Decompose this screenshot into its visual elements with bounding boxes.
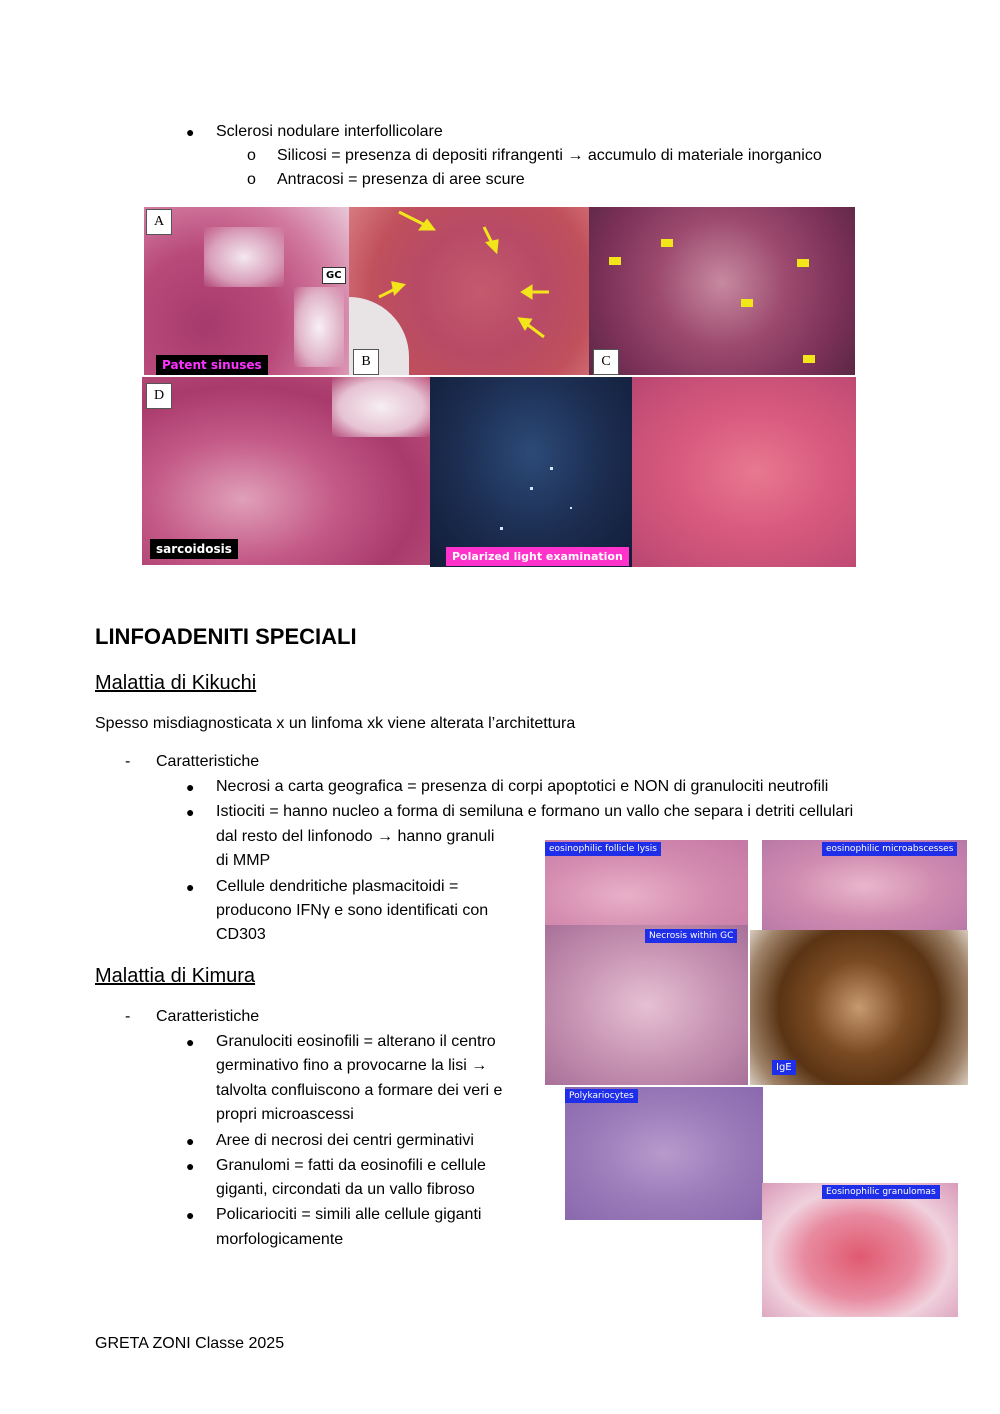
histology-panel-necrosis-gc xyxy=(545,925,748,1085)
kikuchi-intro: Spesso misdiagnosticata x un linfoma xk viene alterata l’architettura xyxy=(95,715,576,732)
kimura-aree-necrosi: Aree di necrosi dei centri germinativi xyxy=(216,1132,474,1149)
kimura-granulomi-1: Granulomi = fatti da eosinofili e cellule xyxy=(216,1157,486,1174)
panel-label-c: C xyxy=(593,349,619,375)
kikuchi-characteristics: Caratteristiche xyxy=(156,753,260,770)
gc-label: GC xyxy=(322,267,346,284)
circle-bullet: o xyxy=(247,171,256,188)
kikuchi-istiociti-1: Istiociti = hanno nucleo a forma di semiluna e formano un vallo che separa i detriti cellulari xyxy=(216,803,854,820)
histology-panel-d xyxy=(142,377,430,565)
sarcoidosis-label: sarcoidosis xyxy=(150,539,238,559)
microabscesses-label: eosinophilic microabscesses xyxy=(822,842,957,856)
follicle-lysis-label: eosinophilic follicle lysis xyxy=(545,842,661,856)
panel-label-d: D xyxy=(146,383,172,409)
section-title: LINFOADENITI SPECIALI xyxy=(95,624,357,649)
dash-bullet: - xyxy=(125,753,131,770)
page-footer: GRETA ZONI Classe 2025 xyxy=(95,1335,285,1352)
necrosis-gc-label: Necrosis within GC xyxy=(645,929,737,943)
bullet-dot: ● xyxy=(186,1034,195,1050)
histology-panel-c xyxy=(589,207,855,375)
panel-label-a: A xyxy=(146,209,172,235)
bullet-dot: ● xyxy=(186,804,195,820)
bullet-dot: ● xyxy=(186,1207,195,1223)
kikuchi-cellule-2: producono IFNγ e sono identificati con xyxy=(216,902,489,919)
kikuchi-heading: Malattia di Kikuchi xyxy=(95,672,257,694)
dash-bullet: - xyxy=(125,1008,131,1025)
arrow-icons xyxy=(349,207,589,375)
bullet-dot: ● xyxy=(186,1133,195,1149)
histology-panel-follicle-lysis xyxy=(545,840,748,932)
histology-panel-ige xyxy=(750,930,968,1085)
kimura-granulociti-1: Granulociti eosinofili = alterano il centro xyxy=(216,1033,496,1050)
kimura-granulomi-2: giganti, circondati da un vallo fibroso xyxy=(216,1181,475,1198)
kimura-policariociti-2: morfologicamente xyxy=(216,1231,344,1248)
kikuchi-necrosi: Necrosi a carta geografica = presenza di corpi apoptotici e NON di granulociti neutrofili xyxy=(216,778,829,795)
bullet-dot: ● xyxy=(186,1158,195,1174)
kikuchi-cellule-1: Cellule dendritiche plasmacitoidi = xyxy=(216,878,459,895)
kikuchi-cellule-3: CD303 xyxy=(216,926,266,943)
panel-label-b: B xyxy=(353,349,379,375)
kikuchi-istiociti-3: di MMP xyxy=(216,852,271,869)
patent-sinuses-label: Patent sinuses xyxy=(156,355,268,375)
histology-panel-granulomas xyxy=(762,1183,958,1317)
kimura-policariociti-1: Policariociti = simili alle cellule giganti xyxy=(216,1206,482,1223)
histology-panel-b xyxy=(349,207,589,375)
list-item-sclerosi: Sclerosi nodulare interfollicolare xyxy=(216,123,443,140)
bullet-dot: ● xyxy=(186,879,195,895)
histology-panel-granuloma xyxy=(632,377,856,567)
histology-panel-polykariocytes xyxy=(565,1087,763,1220)
bullet-dot: ● xyxy=(186,779,195,795)
kimura-granulociti-3: talvolta confluiscono a formare dei veri e xyxy=(216,1082,503,1099)
polykariocytes-label: Polykariocytes xyxy=(565,1089,638,1103)
histology-panel-polarized xyxy=(430,377,632,567)
histology-panel-a xyxy=(144,207,349,375)
polarized-label: Polarized light examination xyxy=(446,547,629,566)
histology-panel-microabscesses xyxy=(762,840,967,932)
ige-label: IgE xyxy=(772,1060,796,1075)
kimura-granulociti-4: propri microascessi xyxy=(216,1106,354,1123)
list-item-antracosi: Antracosi = presenza di aree scure xyxy=(277,171,525,188)
kikuchi-istiociti-2: dal resto del linfonodo → hanno granuli xyxy=(216,828,495,845)
list-item-silicosi: Silicosi = presenza di depositi rifrangenti → accumulo di materiale inorganico xyxy=(277,147,822,164)
circle-bullet: o xyxy=(247,147,256,164)
kimura-characteristics: Caratteristiche xyxy=(156,1008,260,1025)
kimura-granulociti-2: germinativo fino a provocarne la lisi → xyxy=(216,1057,488,1074)
bullet-dot: ● xyxy=(186,124,195,140)
granulomas-label: Eosinophilic granulomas xyxy=(822,1185,940,1199)
kimura-heading: Malattia di Kimura xyxy=(95,965,256,987)
